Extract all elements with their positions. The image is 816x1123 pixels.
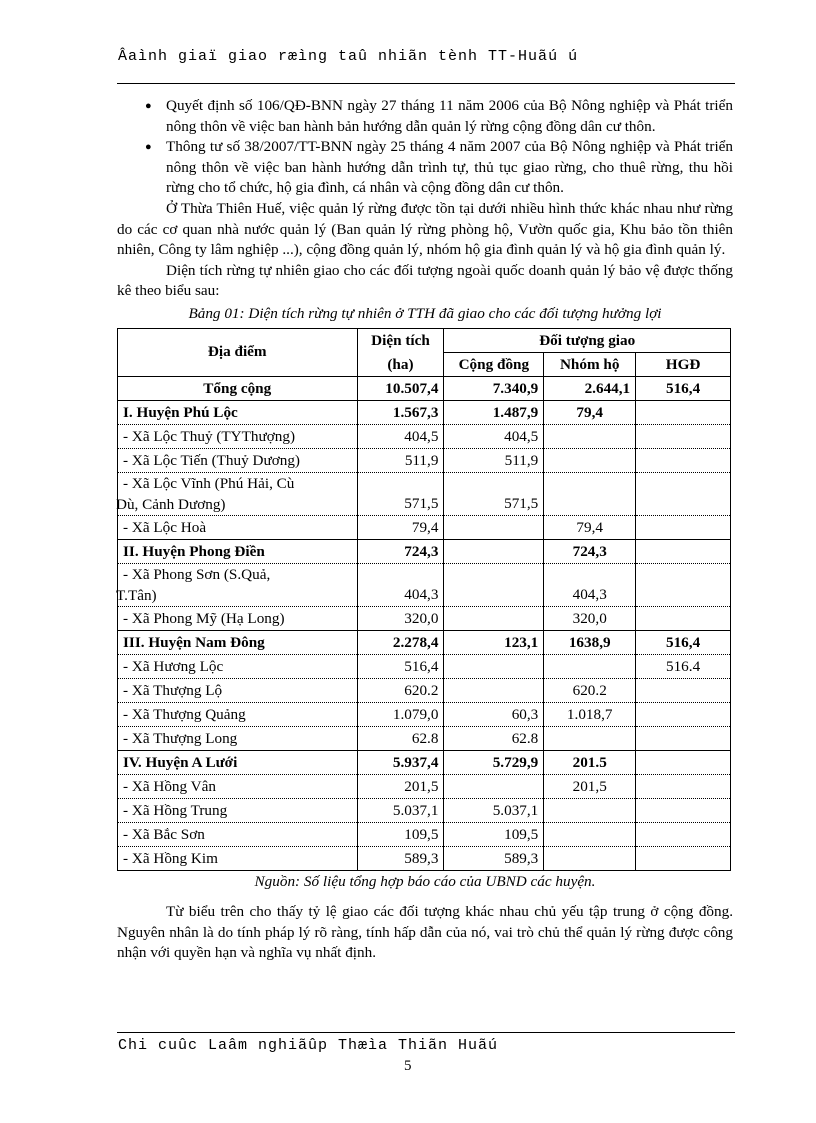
cell-hgd: 516,4 bbox=[636, 376, 731, 400]
cell-group: 201,5 bbox=[544, 774, 636, 798]
header-location: Địa điểm bbox=[118, 328, 358, 376]
cell-group: 320,0 bbox=[544, 606, 636, 630]
cell-name: - Xã Hồng Kim bbox=[118, 846, 358, 870]
bullet-text: Quyết định số 106/QĐ-BNN ngày 27 tháng 11 năm 2006 của Bộ Nông nghiệp và Phát triển nông thôn về việc ban hành bản hướng dẫn quản lý rừng cộng đồng dân cư thôn. bbox=[166, 97, 733, 135]
cell-community bbox=[444, 774, 544, 798]
cell-group: 404,3 bbox=[544, 563, 636, 606]
table-row-total bbox=[118, 376, 731, 400]
paragraph: Diện tích rừng tự nhiên giao cho các đối tượng ngoài quốc doanh quản lý bảo vệ được thống kê theo biểu sau: bbox=[117, 261, 733, 300]
cell-hgd bbox=[636, 822, 731, 846]
cell-area: 724,3 bbox=[357, 539, 444, 563]
table-row bbox=[118, 702, 731, 726]
table-row bbox=[118, 472, 731, 515]
cell-name: - Xã Hồng Trung bbox=[118, 798, 358, 822]
table-row bbox=[118, 424, 731, 448]
cell-area: 589,3 bbox=[357, 846, 444, 870]
header-area-line1: Diện tích bbox=[357, 328, 444, 352]
cell-hgd bbox=[636, 539, 731, 563]
cell-group: 1638,9 bbox=[544, 630, 636, 654]
table-row bbox=[118, 726, 731, 750]
cell-group: 620.2 bbox=[544, 678, 636, 702]
cell-area: 404,3 bbox=[357, 563, 444, 606]
cell-area: 62.8 bbox=[357, 726, 444, 750]
cell-name: - Xã Thượng Quảng bbox=[118, 702, 358, 726]
cell-area: 79,4 bbox=[357, 515, 444, 539]
table-row bbox=[118, 400, 731, 424]
cell-area: 5.037,1 bbox=[357, 798, 444, 822]
cell-name: I. Huyện Phú Lộc bbox=[118, 400, 358, 424]
document-body bbox=[117, 96, 733, 964]
header-household-group: Nhóm hộ bbox=[544, 352, 636, 376]
cell-group bbox=[544, 424, 636, 448]
cell-community: 7.340,9 bbox=[444, 376, 544, 400]
cell-hgd: 516.4 bbox=[636, 654, 731, 678]
header-hgd: HGĐ bbox=[636, 352, 731, 376]
cell-community: 5.729,9 bbox=[444, 750, 544, 774]
cell-community bbox=[444, 515, 544, 539]
cell-area: 571,5 bbox=[357, 472, 444, 515]
cell-name-line2: Dù, Cảnh Dương) bbox=[116, 495, 226, 513]
bullet-item bbox=[117, 96, 733, 137]
cell-group: 79,4 bbox=[544, 515, 636, 539]
table-row bbox=[118, 846, 731, 870]
cell-name bbox=[118, 472, 358, 515]
cell-hgd bbox=[636, 798, 731, 822]
table-row bbox=[118, 654, 731, 678]
cell-hgd bbox=[636, 448, 731, 472]
table-row bbox=[118, 822, 731, 846]
cell-name: - Xã Thượng Lộ bbox=[118, 678, 358, 702]
cell-name: - Xã Phong Mỹ (Hạ Long) bbox=[118, 606, 358, 630]
bullet-item bbox=[117, 137, 733, 199]
cell-community bbox=[444, 563, 544, 606]
cell-name: - Xã Hương Lộc bbox=[118, 654, 358, 678]
cell-area: 10.507,4 bbox=[357, 376, 444, 400]
cell-community: 404,5 bbox=[444, 424, 544, 448]
cell-group bbox=[544, 448, 636, 472]
cell-group: 79,4 bbox=[544, 400, 636, 424]
cell-group bbox=[544, 654, 636, 678]
cell-name bbox=[118, 563, 358, 606]
cell-area: 2.278,4 bbox=[357, 630, 444, 654]
table-row bbox=[118, 606, 731, 630]
table-source: Nguồn: Số liệu tổng hợp báo cáo của UBND các huyện. bbox=[254, 872, 596, 890]
bullet-text: Thông tư số 38/2007/TT-BNN ngày 25 tháng 4 năm 2007 của Bộ Nông nghiệp và Phát triển nông thôn về việc ban hành hướng dẫn trình tự, thủ tục giao rừng, cho thuê rừng, thu hồi rừng cho tổ chức, hộ gia đình, cá nhân và cộng đồng dân cư thôn. bbox=[166, 138, 733, 197]
header-community: Cộng đồng bbox=[444, 352, 544, 376]
cell-hgd bbox=[636, 400, 731, 424]
cell-community: 5.037,1 bbox=[444, 798, 544, 822]
cell-community bbox=[444, 678, 544, 702]
cell-hgd bbox=[636, 774, 731, 798]
cell-area: 5.937,4 bbox=[357, 750, 444, 774]
cell-area: 516,4 bbox=[357, 654, 444, 678]
cell-name: - Xã Thượng Long bbox=[118, 726, 358, 750]
table-row bbox=[118, 630, 731, 654]
table-row bbox=[118, 678, 731, 702]
page-header: Âaình giaï giao ræìng taû nhiãn tènh TT-Huãú ú bbox=[118, 48, 579, 65]
cell-name-line1: - Xã Lộc Vĩnh (Phú Hải, Cù bbox=[123, 474, 295, 492]
cell-hgd bbox=[636, 750, 731, 774]
cell-name: III. Huyện Nam Đông bbox=[118, 630, 358, 654]
header-area-line2: (ha) bbox=[357, 352, 444, 376]
footer-divider bbox=[117, 1032, 735, 1033]
table-caption: Bảng 01: Diện tích rừng tự nhiên ở TTH đã giao cho các đối tượng hưởng lợi bbox=[188, 304, 662, 322]
cell-area: 109,5 bbox=[357, 822, 444, 846]
cell-name-line1: - Xã Phong Sơn (S.Quả, bbox=[123, 565, 271, 583]
cell-area: 320,0 bbox=[357, 606, 444, 630]
cell-group: 724,3 bbox=[544, 539, 636, 563]
cell-area: 404,5 bbox=[357, 424, 444, 448]
table-row bbox=[118, 750, 731, 774]
cell-group: 2.644,1 bbox=[544, 376, 636, 400]
cell-name: - Xã Lộc Thuỷ (TYThượng) bbox=[118, 424, 358, 448]
cell-community: 1.487,9 bbox=[444, 400, 544, 424]
table-row bbox=[118, 563, 731, 606]
cell-community: 571,5 bbox=[444, 472, 544, 515]
cell-hgd bbox=[636, 846, 731, 870]
cell-community: 60,3 bbox=[444, 702, 544, 726]
header-target-group: Đối tượng giao bbox=[444, 328, 731, 352]
cell-hgd: 516,4 bbox=[636, 630, 731, 654]
cell-group: 1.018,7 bbox=[544, 702, 636, 726]
cell-name: II. Huyện Phong Điền bbox=[118, 539, 358, 563]
cell-hgd bbox=[636, 606, 731, 630]
cell-name: Tổng cộng bbox=[118, 376, 358, 400]
page-number: 5 bbox=[404, 1058, 412, 1074]
cell-hgd bbox=[636, 515, 731, 539]
cell-hgd bbox=[636, 726, 731, 750]
cell-area: 1.567,3 bbox=[357, 400, 444, 424]
cell-group: 201.5 bbox=[544, 750, 636, 774]
cell-name: - Xã Bắc Sơn bbox=[118, 822, 358, 846]
bullet-icon: ● bbox=[145, 141, 152, 154]
page-footer: Chi cuûc Laâm nghiãûp Thæìa Thiãn Huãú bbox=[118, 1037, 499, 1054]
bullet-icon: ● bbox=[145, 100, 152, 112]
cell-area: 1.079,0 bbox=[357, 702, 444, 726]
cell-hgd bbox=[636, 702, 731, 726]
cell-community bbox=[444, 606, 544, 630]
cell-area: 620.2 bbox=[357, 678, 444, 702]
cell-area: 511,9 bbox=[357, 448, 444, 472]
table-row bbox=[118, 515, 731, 539]
header-divider bbox=[117, 83, 735, 84]
cell-hgd bbox=[636, 678, 731, 702]
cell-community: 123,1 bbox=[444, 630, 544, 654]
cell-community: 589,3 bbox=[444, 846, 544, 870]
cell-name: - Xã Hồng Vân bbox=[118, 774, 358, 798]
cell-name-line2: T.Tân) bbox=[116, 586, 157, 604]
table-row bbox=[118, 774, 731, 798]
cell-community: 62.8 bbox=[444, 726, 544, 750]
cell-group bbox=[544, 798, 636, 822]
table-row bbox=[118, 539, 731, 563]
table-row bbox=[118, 798, 731, 822]
cell-community bbox=[444, 539, 544, 563]
cell-hgd bbox=[636, 563, 731, 606]
cell-community bbox=[444, 654, 544, 678]
cell-hgd bbox=[636, 472, 731, 515]
table-row bbox=[118, 448, 731, 472]
cell-hgd bbox=[636, 424, 731, 448]
paragraph: Từ biểu trên cho thấy tỷ lệ giao các đối tượng khác nhau chủ yếu tập trung ở cộng đồng. Nguyên nhân là do tính pháp lý rõ ràng, tính hấp dẫn của nó, vai trò chủ thể quản lý rừng được công nhận với quyền hạn và nghĩa vụ nhất định. bbox=[117, 903, 733, 962]
cell-name: - Xã Lộc Hoà bbox=[118, 515, 358, 539]
cell-community: 511,9 bbox=[444, 448, 544, 472]
cell-name: IV. Huyện A Lưới bbox=[118, 750, 358, 774]
cell-group bbox=[544, 846, 636, 870]
forest-area-table bbox=[117, 328, 731, 871]
cell-area: 201,5 bbox=[357, 774, 444, 798]
cell-group bbox=[544, 726, 636, 750]
cell-group bbox=[544, 822, 636, 846]
cell-community: 109,5 bbox=[444, 822, 544, 846]
cell-name: - Xã Lộc Tiến (Thuỷ Dương) bbox=[118, 448, 358, 472]
paragraph: Ở Thừa Thiên Huế, việc quản lý rừng được tồn tại dưới nhiều hình thức khác nhau như rừng do các cơ quan nhà nước quản lý (Ban quản lý rừng phòng hộ, Vườn quốc gia, Khu bảo tồn thiên nhiên, Công ty lâm nghiệp ...), cộng đồng quản lý, nhóm hộ gia đình quản lý và hộ gia đình quản lý. bbox=[117, 199, 733, 259]
cell-group bbox=[544, 472, 636, 515]
